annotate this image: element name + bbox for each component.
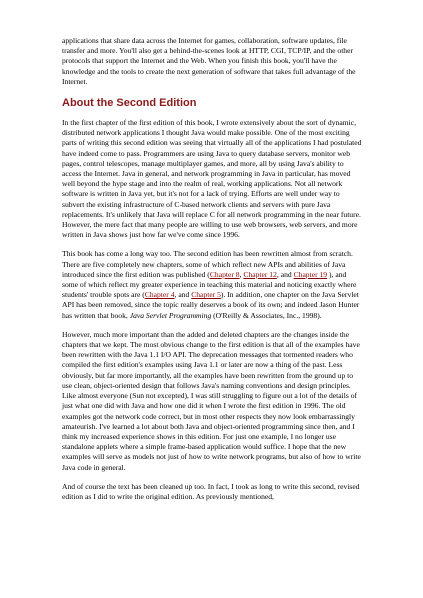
- paragraph-2-text: , and: [174, 290, 192, 300]
- intro-paragraph: applications that share data across the Internet for games, collaboration, software updates, file transfer and more. You'll also get a behind-the-scenes look at HTTP, CGI, TCP/IP, and the other protocols that support the Internet and the Web. When you finish this book, you'll have the knowledge and the tools to create the next generation of software that takes full advantage of the Internet.: [62, 36, 356, 86]
- paragraph-2-text: (O'Reilly & Associates, Inc., 1998).: [211, 310, 322, 320]
- paragraph-3: However, much more important than the added and deleted chapters are the changes inside the chapters that we kept. The most obvious change to the first edition is that all of the examples have been rewritten with the Java 1.1 I/O API. The deprecation messages that tormented readers who compiled the first edition's examples using Java 1.1 or later are now a thing of the past. Less obviously, but far more importantly, all the examples have been rewritten from the ground up to use clean, object-oriented design that follows Java's naming conventions and design principles. Like almost everyone (Sun not excepted), I was still struggling to figure out a lot of the details of just what one did with Java and how one did it when I wrote the first edition in 1996. The old examples got the network code correct, but in most other respects they now look embarrassingly amateurish. I've learned a lot about both Java and object-oriented programming since then, and I think my increased experience shows in this edition. For just one example, I no longer use standalone applets where a simple frame-based application would suffice. I hope that the new examples will serve as models not just of how to write network programs, but also of how to write Java code in general.: [62, 329, 361, 472]
- paragraph-2-text: This book has come a long way too. The second edition has been rewritten almost from scratch. There are five completely new chapters, some of which reflect new APIs and abilities of Java introduced since the first edition was published (: [62, 249, 353, 279]
- chapter-19-link[interactable]: Chapter 19: [293, 269, 328, 279]
- chapter-8-link[interactable]: Chapter 8: [209, 269, 240, 279]
- paragraph-2: [62, 249, 362, 320]
- page-body: [62, 36, 362, 511]
- book-title: Java Servlet Programming: [129, 310, 212, 320]
- section-heading: About the Second Edition: [62, 97, 197, 110]
- chapter-4-link[interactable]: Chapter 4: [144, 290, 175, 300]
- paragraph-4: And of course the text has been cleaned up too. In fact, I took as long to write this second, revised edition as I did to write the original edition. As previously mentioned,: [62, 481, 360, 501]
- paragraph-2-text: ). In addition, one chapter on the Java Servlet API has been removed, since the topic really deserves a book of its own; and indeed Jason Hunter has written that book,: [62, 290, 360, 320]
- chapter-12-link[interactable]: Chapter 12: [243, 269, 277, 279]
- chapter-5-link[interactable]: Chapter 5: [191, 290, 221, 300]
- paragraph-1: In the first chapter of the first edition of this book, I wrote extensively about the sort of dynamic, distributed network applications I thought Java would make possible. One of the most exciting parts of writing this second edition was seeing that virtually all of the applications I had postulated have indeed come to pass. Programmers are using Java to query database servers, monitor web pages, control telescopes, manage multiplayer games, and more, all by using Java's ability to access the Internet. Java in general, and network programming in Java in particular, has moved well beyond the hype stage and into the realm of real, working applications. Not all network software is written in Java yet, but it's not for a lack of trying. Efforts are well under way to subvert the existing infrastructure of C-based network clients and servers with pure Java replacements. It's unlikely that Java will replace C for all network programming in the near future. However, the mere fact that many people are willing to use web browsers, web servers, and more written in Java shows just how far we've come since 1996.: [62, 118, 362, 240]
- paragraph-2-text: ,: [239, 269, 244, 279]
- paragraph-2-text: , and: [276, 269, 294, 279]
- paragraph-2-text: ), and some of which reflect my greater experience in teaching this material and noticing exactly where students' trouble spots are (: [62, 269, 357, 300]
